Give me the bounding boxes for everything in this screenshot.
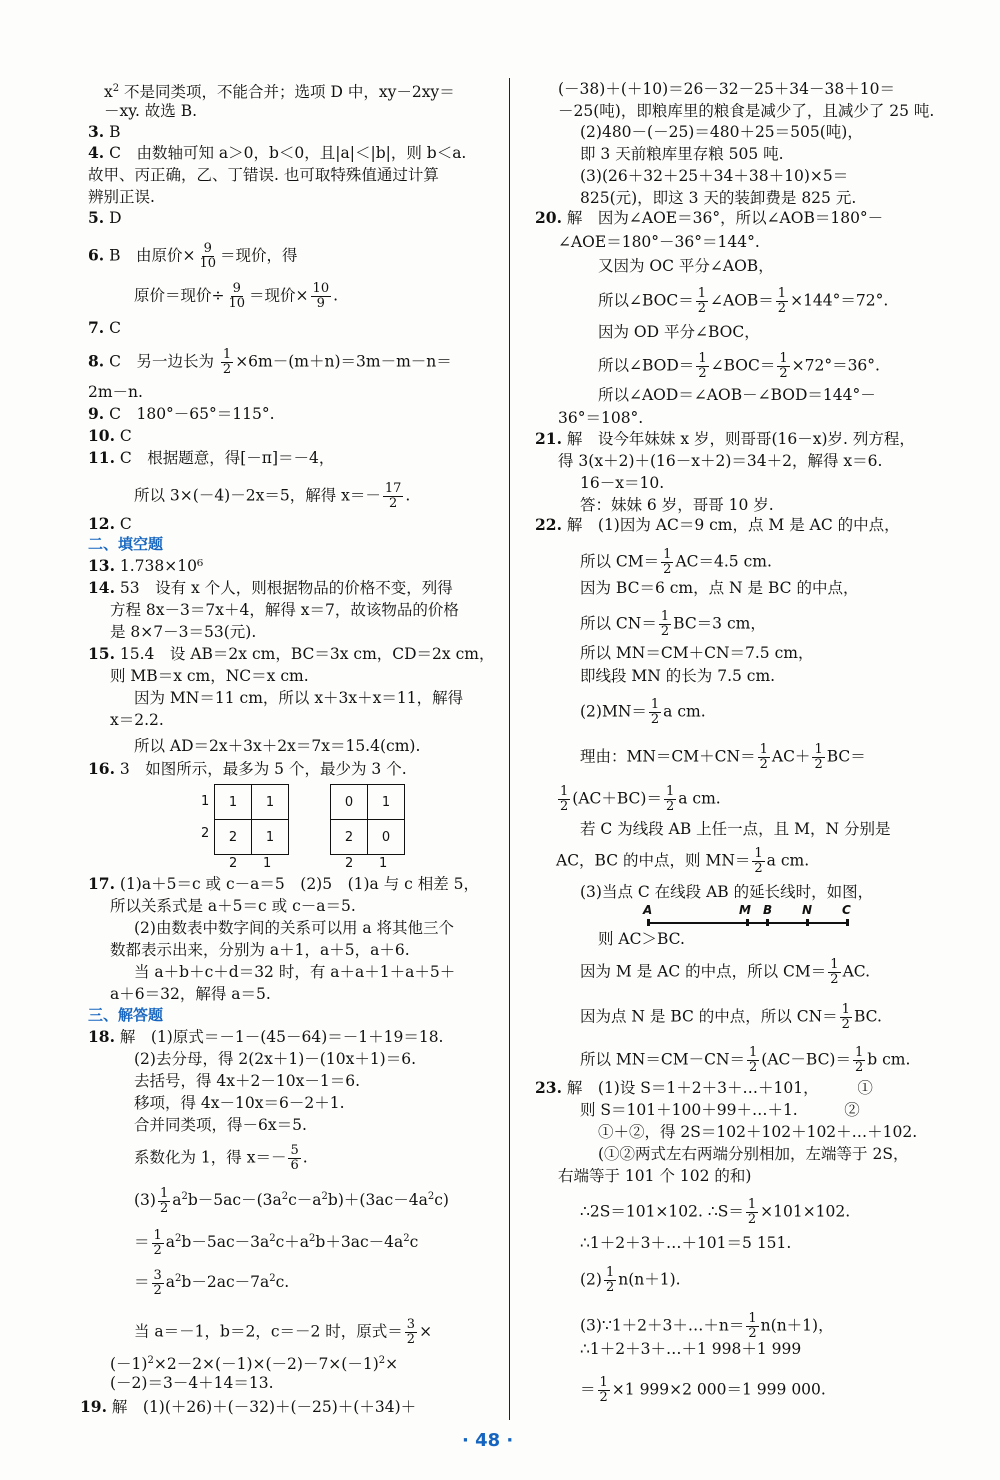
right-text-line: (2) $\frac{1}{2}$ n(n＋1). — [580, 1265, 681, 1295]
grid-b-cell: 0 — [331, 785, 368, 820]
grid-b-cell: 1 — [368, 785, 405, 820]
section-heading: 二、填空题 — [88, 535, 164, 553]
left-text-line: 系数化为 1，得 x＝－ $\frac{5}{6}$ . — [134, 1143, 308, 1173]
grid-a-cell: 2 — [215, 820, 252, 855]
left-text-line: 因为 MN＝11 cm，所以 x＋3x＋x＝11，解得 — [134, 689, 464, 707]
watermark-logo — [840, 1405, 990, 1475]
left-text-line: 10. C — [88, 426, 132, 445]
left-text-line: $(-1)^2\times 2-2\times(-1)\times(-2)-7\times(-1)^2\times$ — [110, 1355, 399, 1374]
section-heading: 三、解答题 — [88, 1006, 164, 1024]
right-text-line: (2)MN＝ $\frac{1}{2}$ a cm. — [580, 697, 706, 727]
left-text-line: 7. C — [88, 318, 121, 337]
left-text-line: 原价＝现价÷ $\frac{9}{10}$ ＝现价× $\frac{10}{9}$ . — [134, 281, 339, 311]
right-text-line: 答：妹妹 6 岁，哥哥 10 岁. — [580, 496, 774, 514]
segment-tick — [647, 919, 650, 926]
right-text-line: 得 3(x＋2)＋(16－x＋2)＝34＋2，解得 x＝6. — [558, 452, 883, 470]
right-text-line: 20. 解 因为∠AOE＝36°，所以∠AOB＝180°－ — [535, 208, 884, 227]
segment-tick — [846, 919, 849, 926]
grid-a-row-label: 2 — [201, 826, 210, 841]
right-text-line: －25(吨)，即粮库里的粮食是减少了，且减少了 25 吨. — [558, 102, 935, 120]
left-text-line: 12. C — [88, 514, 132, 533]
left-text-line: 所以关系式是 a＋5＝c 或 c－a＝5. — [110, 897, 356, 915]
left-text-line: 16. 3 如图所示，最多为 5 个，最少为 3 个. — [88, 759, 407, 778]
right-text-line: 21. 解 设今年妹妹 x 岁，则哥哥(16－x)岁. 列方程， — [535, 429, 915, 448]
left-text-line: (3) $\frac{1}{2}$ $a^2b-5ac-(3a^2c-a^2b)+(3ac-4a^2c)$ — [134, 1185, 449, 1216]
left-text-line: 15. 15.4 设 AB＝2x cm，BC＝3x cm，CD＝2x cm， — [88, 644, 495, 663]
segment-tick — [746, 919, 749, 926]
right-text-line: ∠AOE＝180°－36°＝144°. — [558, 233, 760, 251]
right-text-line: 所以 MN＝CM＋CN＝7.5 cm， — [580, 644, 814, 662]
right-text-line: 所以∠AOD＝∠AOB－∠BOD＝144°－ — [598, 386, 876, 404]
left-text-line: 所以 AD＝2x＋3x＋2x＝7x＝15.4(cm). — [134, 737, 421, 755]
right-text-line: 因为 M 是 AC 的中点，所以 CM＝ $\frac{1}{2}$ AC. — [580, 957, 871, 987]
right-text-line: ①＋②，得 2S＝102＋102＋102＋…＋102. — [598, 1123, 918, 1141]
grid-a-col-label: 1 — [263, 856, 272, 871]
left-text-line: 17. (1)a＋5＝c 或 c－a＝5 (2)5 (1)a 与 c 相差 5， — [88, 874, 480, 893]
grid-b-col-label: 1 — [379, 856, 388, 871]
left-text-line: ＝ $\frac{1}{2}$ $a^2b-5ac-3a^2c+a^2b+3ac-4a^2c$ — [134, 1227, 419, 1258]
right-text-line: 16－x＝10. — [580, 474, 665, 492]
column-divider — [509, 78, 510, 1420]
left-text-line: (2)由数表中数字间的关系可以用 a 将其他三个 — [134, 919, 455, 937]
left-text-line: $x^2$ 不是同类项，不能合并；选项 D 中，xy－2xy＝ — [104, 83, 455, 102]
left-text-line: 故甲、丙正确，乙、丁错误. 也可取特殊值通过计算 — [88, 166, 439, 184]
grid-b — [330, 784, 405, 855]
left-text-line: 13. 1.738×10⁶ — [88, 556, 204, 575]
left-text-line: 8. C 另一边长为 $\frac{1}{2}$ ×6m－(m＋n)＝3m－m－n＝ — [88, 347, 452, 377]
left-text-line: 5. D — [88, 208, 122, 227]
grid-a — [214, 784, 289, 855]
left-text-line: 去括号，得 4x＋2－10x－1＝6. — [134, 1072, 361, 1090]
grid-a-cell: 1 — [252, 785, 289, 820]
left-text-line: (－2)＝3－4＋14＝13. — [110, 1374, 274, 1392]
right-text-line: (3)当点 C 在线段 AB 的延长线时，如图， — [580, 883, 874, 901]
left-text-line: 是 8×7－3＝53(元). — [110, 623, 257, 641]
left-text-line: 当 a＋b＋c＋d＝32 时，有 a＋a＋1＋a＋5＋ — [134, 963, 456, 981]
segment-point-label: N — [802, 903, 813, 917]
segment-point-label: B — [763, 903, 773, 917]
left-text-line: 数都表示出来，分别为 a＋1，a＋5，a＋6. — [110, 941, 410, 959]
left-text-line: (2)去分母，得 2(2x＋1)－(10x＋1)＝6. — [134, 1050, 417, 1068]
right-text-line: ∴2S＝101×102. ∴S＝ $\frac{1}{2}$ ×101×102. — [580, 1197, 851, 1227]
left-text-line: 移项，得 4x－10x＝6－2＋1. — [134, 1094, 345, 1112]
right-text-line: 所以 CN＝ $\frac{1}{2}$ BC＝3 cm， — [580, 609, 766, 639]
right-text-line: (－38)＋(＋10)＝26－32－25＋34－38＋10＝ — [558, 80, 895, 98]
left-text-line: x＝2.2. — [110, 711, 164, 729]
grid-b-col-label: 2 — [345, 856, 354, 871]
left-text-line: a＋6＝32，解得 a＝5. — [110, 985, 271, 1003]
right-text-line: 所以∠BOD＝ $\frac{1}{2}$ ∠BOC＝ $\frac{1}{2}$ ×72°＝36°. — [598, 351, 880, 381]
right-text-line: 理由：MN＝CM＋CN＝ $\frac{1}{2}$ AC＋ $\frac{1}{2}$ BC＝ — [580, 742, 866, 772]
right-text-line: (3)∵1＋2＋3＋…＋n＝ $\frac{1}{2}$ n(n＋1)， — [580, 1311, 834, 1341]
right-text-line: (2)480－(－25)＝480＋25＝505(吨)， — [580, 123, 863, 141]
right-text-line: 因为 OD 平分∠BOC， — [598, 323, 760, 341]
right-text-line: ＝ $\frac{1}{2}$ ×1 999×2 000＝1 999 000. — [580, 1375, 826, 1405]
left-text-line: 14. 53 设有 x 个人，则根据物品的价格不变，列得 — [88, 578, 453, 597]
right-text-line: 36°＝108°. — [558, 409, 644, 427]
left-text-line: 9. C 180°－65°＝115°. — [88, 404, 275, 423]
grid-a-cell: 1 — [252, 820, 289, 855]
left-text-line: 辨别正误. — [88, 188, 155, 206]
right-text-line: 即 3 天前粮库里存粮 505 吨. — [580, 145, 784, 163]
right-text-line: 则 AC＞BC. — [598, 930, 685, 948]
left-text-line: 11. C 根据题意，得[－π]＝－4， — [88, 448, 335, 467]
left-text-line: 3. B — [88, 122, 121, 141]
left-text-line: 所以 3×(－4)－2x＝5，解得 x＝－ $\frac{17}{2}$ . — [134, 481, 411, 511]
left-text-line: 19. 解 (1)(＋26)＋(－32)＋(－25)＋(＋34)＋ — [80, 1397, 417, 1416]
segment-point-label: A — [643, 903, 653, 917]
right-text-line: AC，BC 的中点，则 MN＝ $\frac{1}{2}$ a cm. — [556, 846, 810, 876]
right-text-line: (①②两式左右两端分别相加，左端等于 2S， — [598, 1145, 909, 1163]
left-text-line: 4. C 由数轴可知 a＞0，b＜0，且|a|＜|b|，则 b＜a. — [88, 143, 467, 162]
right-text-line: 因为点 N 是 BC 的中点，所以 CN＝ $\frac{1}{2}$ BC. — [580, 1002, 882, 1032]
right-text-line: ∴1＋2＋3＋…＋1 998＋1 999 — [580, 1340, 802, 1358]
left-text-line: 则 MB＝x cm，NC＝x cm. — [110, 667, 309, 685]
right-text-line: 23. 解 (1)设 S＝1＋2＋3＋…＋101， ① — [535, 1078, 873, 1097]
right-text-line: $\frac{1}{2}$ (AC＋BC)＝ $\frac{1}{2}$ a cm. — [560, 784, 721, 814]
left-text-line: 合并同类项，得－6x＝5. — [134, 1116, 307, 1134]
right-text-line: ∴1＋2＋3＋…＋101＝5 151. — [580, 1234, 792, 1252]
segment-point-label: M — [739, 903, 751, 917]
right-text-line: 右端等于 101 个 102 的和) — [558, 1167, 752, 1185]
right-text-line: (3)(26＋32＋25＋34＋38＋10)×5＝ — [580, 167, 849, 185]
right-text-line: 所以∠BOC＝ $\frac{1}{2}$ ∠AOB＝ $\frac{1}{2}$ ×144°＝72°. — [598, 286, 889, 316]
segment-tick — [766, 919, 769, 926]
right-text-line: 即线段 MN 的长为 7.5 cm. — [580, 667, 776, 685]
grid-a-row-label: 1 — [201, 794, 210, 809]
right-text-line: 因为 BC＝6 cm，点 N 是 BC 的中点， — [580, 579, 859, 597]
left-text-line: 6. B 由原价× $\frac{9}{10}$ ＝现价，得 — [88, 241, 298, 271]
page-number: · 48 · — [462, 1430, 514, 1451]
grid-b-cell: 0 — [368, 820, 405, 855]
segment-tick — [806, 919, 809, 926]
left-text-line: 2m－n. — [88, 383, 143, 401]
right-text-line: 若 C 为线段 AB 上任一点，且 M，N 分别是 — [580, 820, 891, 838]
left-text-line: 18. 解 (1)原式＝－1－(45－64)＝－1＋19＝18. — [88, 1027, 444, 1046]
left-text-line: 方程 8x－3＝7x＋4，解得 x＝7，故该物品的价格 — [110, 601, 459, 619]
right-text-line: 则 S＝101＋100＋99＋…＋1. ② — [580, 1101, 860, 1119]
right-text-line: 22. 解 (1)因为 AC＝9 cm，点 M 是 AC 的中点， — [535, 515, 900, 534]
right-text-line: 825(元)，即这 3 天的装卸费是 825 元. — [580, 189, 857, 207]
right-text-line: 又因为 OC 平分∠AOB， — [598, 257, 774, 275]
left-text-line: 当 a＝－1，b＝2，c＝－2 时，原式＝ $\frac{3}{2}$ × — [134, 1317, 433, 1347]
grid-a-col-label: 2 — [229, 856, 238, 871]
left-text-line: －xy. 故选 B. — [104, 102, 198, 120]
segment-point-label: C — [842, 903, 851, 917]
grid-a-cell: 1 — [215, 785, 252, 820]
grid-b-cell: 2 — [331, 820, 368, 855]
left-text-line: ＝ $\frac{3}{2}$ $a^2b-2ac-7a^2c$. — [134, 1267, 290, 1298]
right-text-line: 所以 MN＝CM－CN＝ $\frac{1}{2}$ (AC－BC)＝ $\frac{1}{2}$ b cm. — [580, 1045, 911, 1075]
right-text-line: 所以 CM＝ $\frac{1}{2}$ AC＝4.5 cm. — [580, 547, 772, 577]
